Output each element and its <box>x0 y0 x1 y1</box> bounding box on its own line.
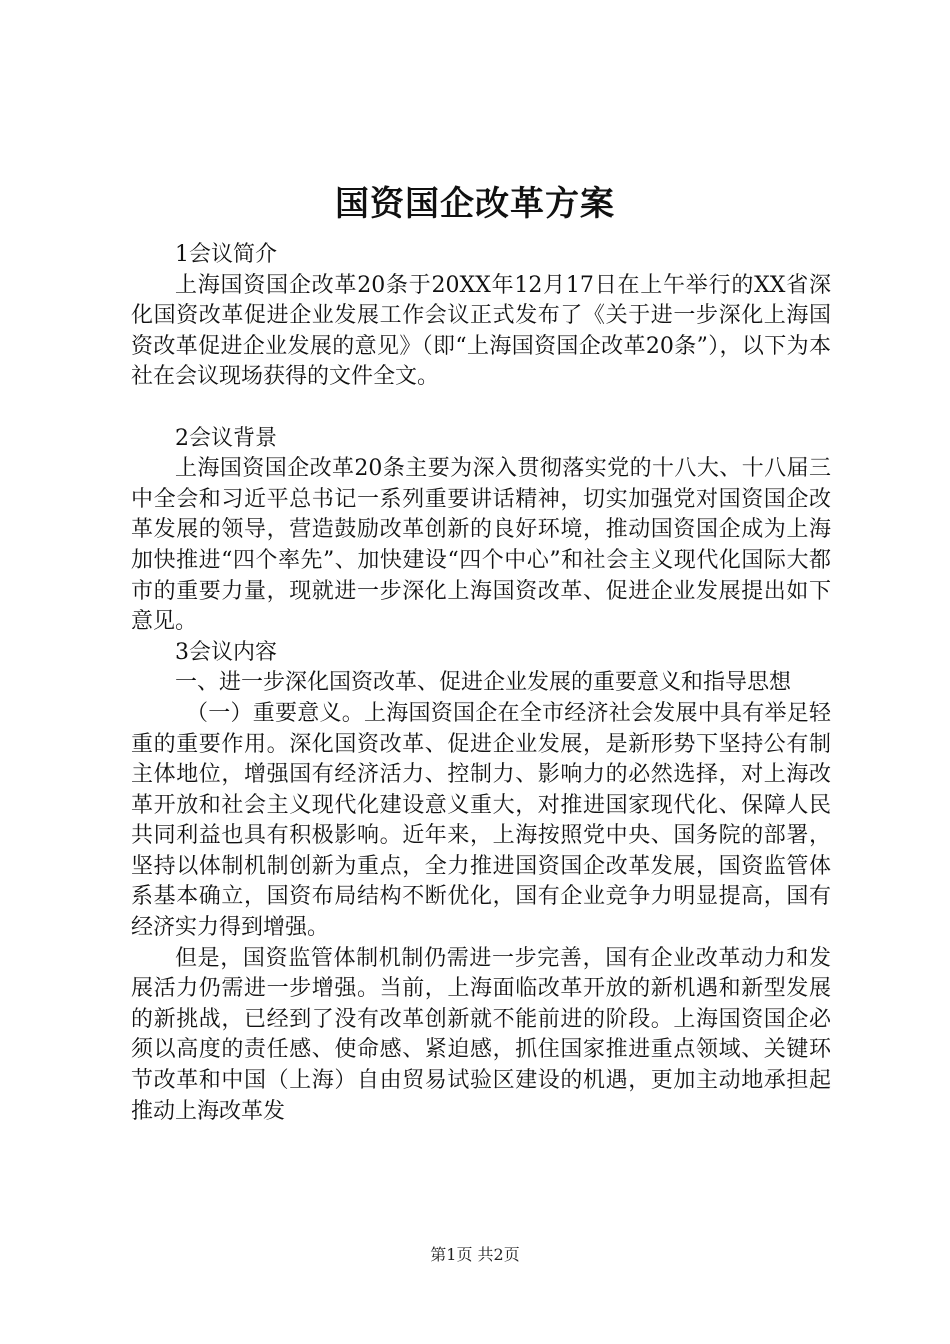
section-2-heading: 2会议背景 <box>175 425 277 451</box>
section-3-subheading: 一、进一步深化国资改革、促进企业发展的重要意义和指导思想 <box>175 670 792 696</box>
document-body <box>131 240 831 1127</box>
section-3-paragraph-2: 但是，国资监管体制机制仍需进一步完善，国有企业改革动力和发展活力仍需进一步增强。当前，上海面临改革开放的新机遇和新型发展的新挑战，已经到了没有改革创新就不能前进的阶段。上海国资国企必须以高度的责任感、使命感、紧迫感，抓住国家推进重点领域、关键环节改革和中国（上海）自由贸易试验区建设的机遇，更加主动地承担起推动上海改革发 <box>131 945 831 1124</box>
paragraph-spacer <box>131 393 831 424</box>
section-1-heading: 1会议简介 <box>175 242 277 267</box>
page-number-footer: 第1页 共2页 <box>430 1245 520 1264</box>
section-3-paragraph-1: （一）重要意义。上海国资国企在全市经济社会发展中具有举足轻重的重要作用。深化国资改革、促进企业发展，是新形势下坚持公有制主体地位，增强国有经济活力、控制力、影响力的必然选择，对上海改革开放和社会主义现代化建设意义重大，对推进国家现代化、保障人民共同利益也具有积极影响。近年来，上海按照党中央、国务院的部署，坚持以体制机制创新为重点，全力推进国资国企改革发展，国资监管体系基本确立，国资布局结构不断优化，国有企业竞争力明显提高，国有经济实力得到增强。 <box>131 700 831 941</box>
section-3-heading: 3会议内容 <box>175 639 277 665</box>
section-1-paragraph: 上海国资国企改革20条于20XX年12月17日在上午举行的XX省深化国资改革促进企业发展工作会议正式发布了《关于进一步深化上海国资改革促进企业发展的意见》（即“上海国资国企改革20条”），以下为本社在会议现场获得的文件全文。 <box>131 272 831 390</box>
document-title: 国资国企改革方案 <box>335 184 615 224</box>
section-2-paragraph: 上海国资国企改革20条主要为深入贯彻落实党的十八大、十八届三中全会和习近平总书记一系列重要讲话精神，切实加强党对国资国企改革发展的领导，营造鼓励改革创新的良好环境，推动国资国企成为上海加快推进“四个率先”、加快建设“四个中心”和社会主义现代化国际大都市的重要力量，现就进一步深化上海国资改革、促进企业发展提出如下意见。 <box>131 456 831 635</box>
